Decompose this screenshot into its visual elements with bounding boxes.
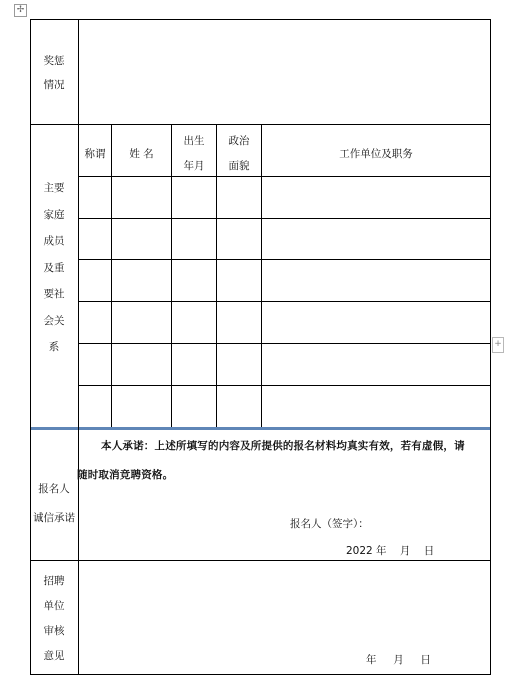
pledge-label: 报名人 诚信承诺 [33, 483, 75, 524]
family-cell-birth[interactable] [172, 260, 216, 301]
header-relation: 称谓 [84, 148, 106, 160]
family-cell-name[interactable] [112, 219, 171, 259]
header-name: 姓 名 [129, 148, 154, 160]
family-cell-name[interactable] [112, 302, 171, 343]
family-cell-birth[interactable] [172, 177, 216, 218]
family-cell-political[interactable] [217, 260, 261, 301]
pledge-statement-line1: 本人承诺：上述所填写的内容及所提供的报名材料均真实有效，若有虚假，请 [101, 440, 465, 452]
review-date: 年 月 日 [366, 654, 431, 666]
family-cell-birth[interactable] [172, 219, 216, 259]
family-cell-relation[interactable] [79, 177, 111, 218]
awards-label: 奖惩 情况 [43, 55, 65, 91]
family-cell-relation[interactable] [79, 260, 111, 301]
registration-form-table [30, 19, 491, 675]
header-workplace-position: 工作单位及职务 [339, 148, 413, 160]
header-birth-date: 出生 年月 [183, 135, 205, 172]
family-cell-work[interactable] [262, 260, 490, 301]
family-cell-birth[interactable] [172, 344, 216, 385]
family-cell-work[interactable] [262, 219, 490, 259]
pledge-signature-label: 报名人（签字）： [290, 518, 369, 530]
pledge-statement-line2: 随时取消竞聘资格。 [77, 469, 174, 481]
family-cell-relation[interactable] [79, 344, 111, 385]
family-cell-political[interactable] [217, 302, 261, 343]
table-border-right [490, 19, 491, 675]
family-cell-birth[interactable] [172, 386, 216, 427]
family-label: 主要 家庭 成员 及重 要社 会关 系 [43, 182, 65, 353]
family-cell-work[interactable] [262, 302, 490, 343]
family-cell-relation[interactable] [79, 302, 111, 343]
family-cell-political[interactable] [217, 177, 261, 218]
family-cell-name[interactable] [112, 177, 171, 218]
family-cell-work[interactable] [262, 386, 490, 427]
family-cell-political[interactable] [217, 219, 261, 259]
family-cell-work[interactable] [262, 177, 490, 218]
family-cell-name[interactable] [112, 344, 171, 385]
pledge-statement [79, 432, 491, 490]
table-move-handle-icon[interactable]: ✢ [14, 4, 27, 17]
family-cell-work[interactable] [262, 344, 490, 385]
family-cell-relation[interactable] [79, 386, 111, 427]
family-cell-political[interactable] [217, 344, 261, 385]
family-cell-name[interactable] [112, 260, 171, 301]
section-divider-selection [30, 427, 491, 430]
row-divider [30, 560, 491, 561]
family-cell-relation[interactable] [79, 219, 111, 259]
family-cell-political[interactable] [217, 386, 261, 427]
review-label: 招聘 单位 审核 意见 [43, 575, 65, 662]
header-political-status: 政治 面貌 [228, 135, 250, 172]
pledge-date: 2022 年 月 日 [346, 545, 435, 557]
family-cell-name[interactable] [112, 386, 171, 427]
table-add-row-icon[interactable]: + [492, 337, 504, 353]
awards-input-cell[interactable] [79, 20, 490, 124]
family-cell-birth[interactable] [172, 302, 216, 343]
